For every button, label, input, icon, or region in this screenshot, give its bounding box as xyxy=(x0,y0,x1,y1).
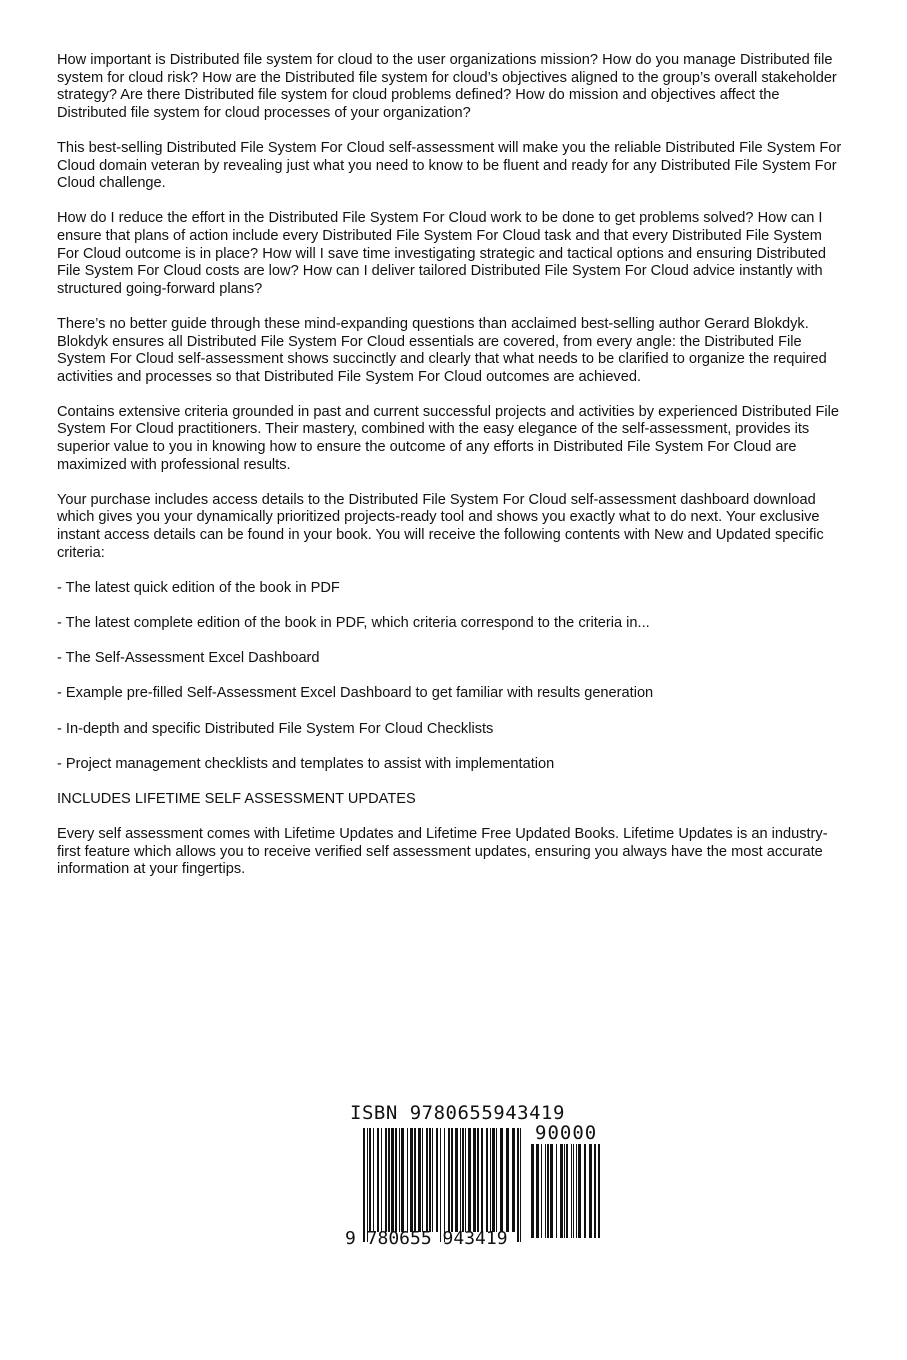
barcode-bar xyxy=(363,1128,365,1242)
barcode-bar xyxy=(414,1128,416,1232)
barcode-bar xyxy=(399,1128,400,1232)
barcode-bar xyxy=(520,1128,521,1242)
barcode-bar xyxy=(462,1128,464,1232)
paragraph-lifetime-updates: Every self assessment comes with Lifetime Updates and Lifetime Free Updated Books. Lifetime Updates is an industry-first feature which allows you to receive verified self assessment updates, ensuring you always have the most accurate information at your fingertips. xyxy=(57,826,828,878)
barcode-bar xyxy=(381,1128,382,1232)
barcode-bar xyxy=(536,1144,539,1238)
barcode-bar xyxy=(377,1128,379,1232)
barcode-digits: 9 780655 943419 xyxy=(345,1228,508,1249)
barcode-bar xyxy=(547,1144,549,1238)
list-item-checklists: - In-depth and specific Distributed File System For Cloud Checklists xyxy=(57,720,494,737)
barcode-bar xyxy=(426,1128,428,1232)
barcode-bar xyxy=(496,1128,497,1232)
barcode-bar xyxy=(418,1128,421,1232)
barcode-bar xyxy=(444,1128,445,1242)
barcode-bar xyxy=(432,1128,433,1232)
paragraph-author: There’s no better guide through these mind-expanding questions than acclaimed best-selling author Gerard Blokdyk. Blokdyk ensures all Distributed File System For Cloud essentials are covered, from every angle: the Distributed File System For Cloud self-assessment shows succinctly and clearly that what needs to be clarified to organize the required activities and processes so that Distributed File System For Cloud outcomes are achieved. xyxy=(57,315,827,385)
barcode-bar xyxy=(578,1144,581,1238)
barcode-bar xyxy=(422,1128,423,1232)
back-cover-text xyxy=(57,52,847,897)
paragraph-self-assessment: This best-selling Distributed File System For Cloud self-assessment will make you the reliable Distributed File System For Cloud domain veteran by revealing just what you need to know to be fluent and ready for any Distributed File System For Cloud challenge. xyxy=(57,139,842,192)
list-item-project-management: - Project management checklists and templates to assist with implementation xyxy=(57,755,555,772)
barcode-bar xyxy=(465,1128,466,1232)
barcode-bar xyxy=(455,1128,458,1232)
barcode-bar xyxy=(391,1128,394,1232)
barcode-bar xyxy=(369,1128,371,1232)
barcode-addon-code: 90000 xyxy=(535,1122,598,1144)
list-item-complete-edition: - The latest complete edition of the book in PDF, which criteria correspond to the criteria in... xyxy=(57,615,650,631)
barcode-bar xyxy=(395,1128,397,1232)
list-item-quick-edition: - The latest quick edition of the book in PDF xyxy=(57,579,340,596)
barcode-bar xyxy=(490,1128,491,1232)
paragraph-intro-questions: How important is Distributed file system for cloud to the user organizations mission? How do you manage Distributed file system for cloud risk? How are the Distributed file system for cloud’s objectives aligned to the group’s overall stakeholder strategy? Are there Distributed file system for cloud problems defined? How do mission and objectives affect the Distributed file system for cloud processes of your organization? xyxy=(57,52,837,121)
barcode-bar xyxy=(460,1128,461,1232)
barcode-bar xyxy=(598,1144,600,1238)
barcode-bar xyxy=(512,1128,515,1232)
barcode-bar xyxy=(477,1128,479,1232)
barcode-bar xyxy=(560,1144,563,1238)
barcode-bar xyxy=(486,1128,488,1232)
barcode-bar xyxy=(584,1144,586,1238)
barcode-bar xyxy=(589,1144,592,1238)
barcode-bar xyxy=(367,1128,368,1242)
barcode-addon-bars xyxy=(531,1144,600,1238)
barcode-bar xyxy=(448,1128,450,1232)
barcode-bar xyxy=(594,1144,596,1238)
barcode-bar xyxy=(517,1128,519,1242)
barcode-bar xyxy=(541,1144,542,1238)
barcode-bar xyxy=(451,1128,453,1232)
isbn-label: ISBN 9780655943419 xyxy=(350,1102,565,1124)
barcode-bar xyxy=(473,1128,476,1232)
barcode-bar xyxy=(410,1128,413,1232)
barcode-bar xyxy=(500,1128,503,1232)
barcode-bar xyxy=(531,1144,534,1238)
barcode-bar xyxy=(571,1144,572,1238)
barcode-bar xyxy=(564,1144,565,1238)
barcode-bar xyxy=(401,1128,404,1232)
barcode-bar xyxy=(550,1144,553,1238)
paragraph-effort-questions: How do I reduce the effort in the Distributed File System For Cloud work to be done to get problems solved? How can I ensure that plans of action include every Distributed File System For Cloud task and that every Distributed File System For Cloud outcome is in place? How will I save time investigating strategic and tactical options and ensuring Distributed File System For Cloud costs are low? How can I deliver tailored Distributed File System For Cloud advice instantly with structured going-forward plans? xyxy=(57,210,826,297)
barcode-bar xyxy=(566,1144,568,1238)
list-item-example-dashboard: - Example pre-filled Self-Assessment Excel Dashboard to get familiar with results generation xyxy=(57,685,654,702)
barcode-bar xyxy=(407,1128,408,1232)
heading-lifetime-updates: INCLUDES LIFETIME SELF ASSESSMENT UPDATES xyxy=(57,790,416,807)
isbn-barcode xyxy=(345,1102,615,1262)
barcode-bar xyxy=(373,1128,374,1232)
paragraph-criteria: Contains extensive criteria grounded in past and current successful projects and activities by experienced Distributed File System For Cloud practitioners. Their mastery, combined with the easy elegance of the self-assessment, provides its superior value to you in knowing how to ensure the outcome of any efforts in Distributed File System For Cloud are maximized with professional results. xyxy=(57,403,839,473)
barcode-bar xyxy=(506,1128,509,1232)
barcode-bar xyxy=(429,1128,431,1232)
barcode-bar xyxy=(545,1144,546,1238)
barcode-bar xyxy=(556,1144,557,1238)
barcode-bar xyxy=(440,1128,441,1242)
barcode-bar xyxy=(573,1144,574,1238)
barcode-bar xyxy=(385,1128,387,1232)
barcode-bar xyxy=(468,1128,471,1232)
barcode-bar xyxy=(436,1128,438,1232)
barcode-main-bars xyxy=(363,1128,521,1242)
barcode-bar xyxy=(492,1128,495,1232)
barcode-bar xyxy=(388,1128,390,1232)
barcode-bar xyxy=(576,1144,577,1238)
list-item-excel-dashboard: - The Self-Assessment Excel Dashboard xyxy=(57,650,320,667)
paragraph-purchase: Your purchase includes access details to the Distributed File System For Cloud self-assessment dashboard download which gives you your dynamically prioritized projects-ready tool and shows you exactly what to do next. Your exclusive instant access details can be found in your book. You will receive the following contents with New and Updated specific criteria: xyxy=(57,491,824,561)
barcode-bar xyxy=(481,1128,483,1232)
